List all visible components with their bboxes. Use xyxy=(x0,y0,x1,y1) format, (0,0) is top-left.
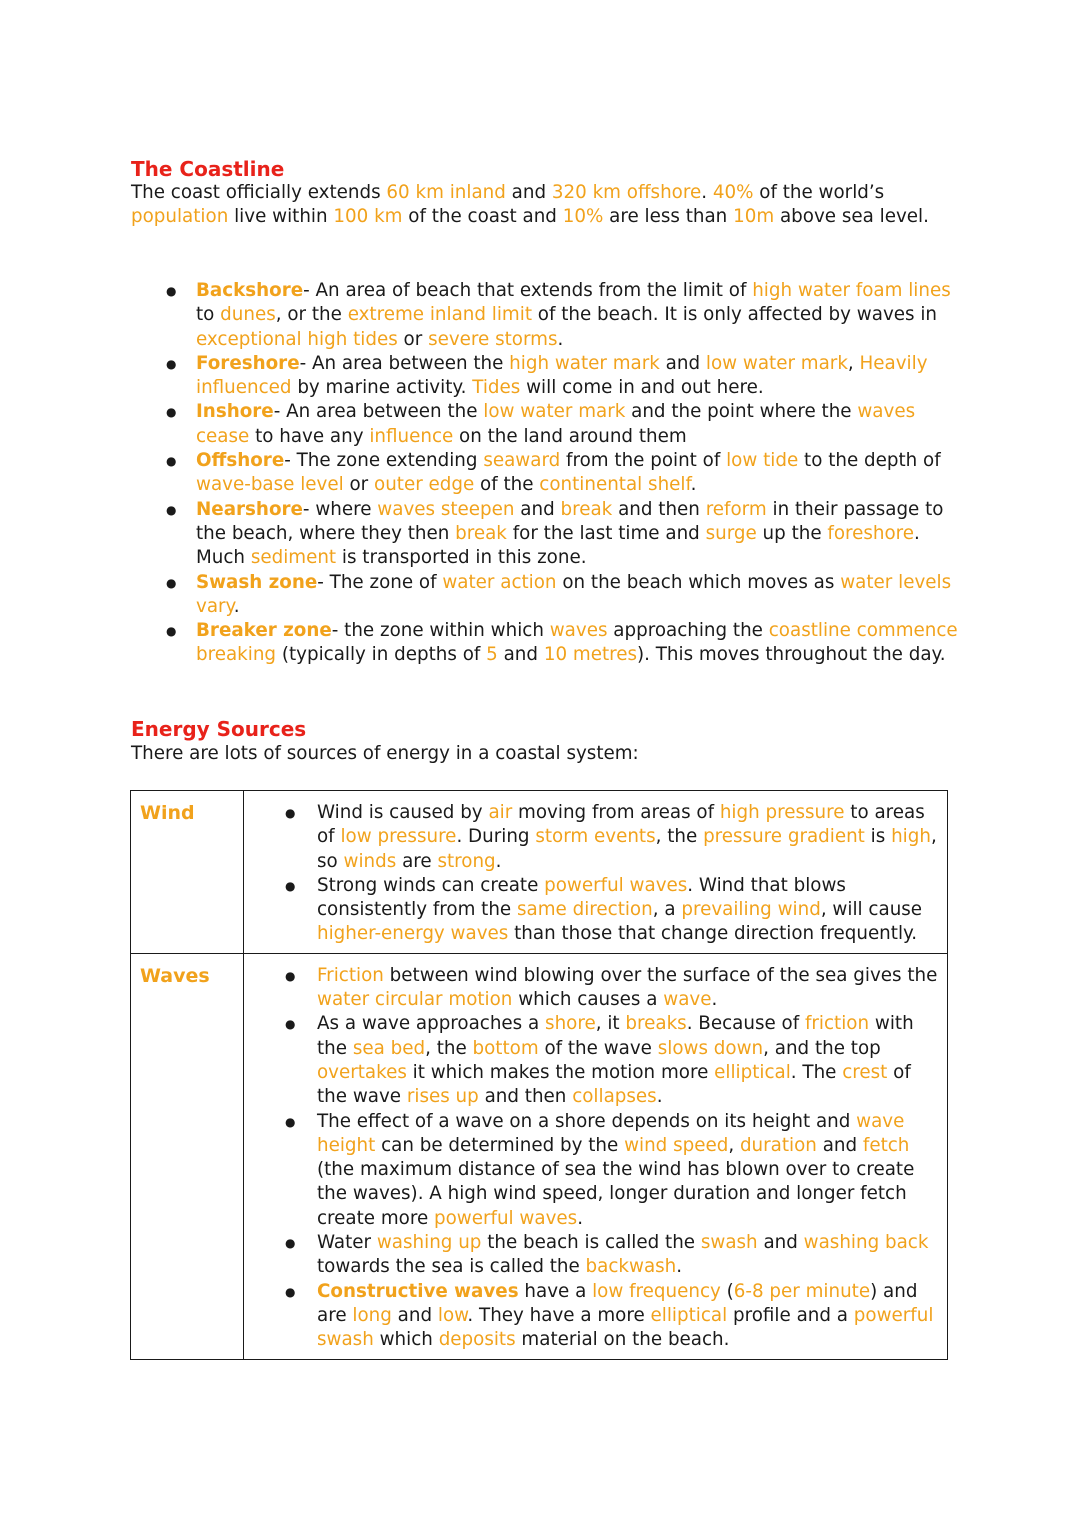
text-run: . xyxy=(711,989,718,1011)
highlighted-term: water circular motion xyxy=(317,989,513,1011)
highlighted-term: wind speed xyxy=(624,1134,729,1156)
row-label-wind: Wind xyxy=(140,802,195,824)
wind-bullet xyxy=(244,801,947,874)
highlighted-term: dunes xyxy=(220,304,276,326)
highlighted-term: low tide xyxy=(726,450,799,472)
text-run: have a xyxy=(518,1280,593,1302)
highlighted-term: extreme inland limit xyxy=(347,304,532,326)
highlighted-term: outer edge xyxy=(374,474,475,496)
text-run: and xyxy=(497,644,544,666)
highlighted-term: water levels vary xyxy=(196,571,952,617)
text-run: and xyxy=(514,498,561,520)
text-run: - where xyxy=(302,498,378,520)
text-run: , or the xyxy=(275,304,348,326)
text-run: - the zone within which xyxy=(331,620,550,642)
highlighted-term: prevailing wind xyxy=(681,899,821,921)
text-run: to the depth of xyxy=(798,450,941,472)
coastline-intro xyxy=(131,181,961,230)
text-run: . xyxy=(577,1207,583,1229)
highlighted-term: overtakes xyxy=(317,1061,407,1083)
text-run: , and the top xyxy=(763,1037,881,1059)
text-run: it which makes the motion more xyxy=(406,1061,715,1083)
text-run: the beach is called the xyxy=(481,1232,701,1254)
text-run: of the xyxy=(474,474,540,496)
text-run: or xyxy=(397,328,429,350)
text-run: and xyxy=(757,1232,804,1254)
text-run: . They have a more xyxy=(467,1304,651,1326)
highlighted-term: collapses xyxy=(572,1086,657,1108)
text-run: to xyxy=(196,304,221,326)
text-run: is transported in this zone. xyxy=(336,547,587,569)
highlighted-term: sea bed xyxy=(352,1037,426,1059)
text-run: on the beach which moves as xyxy=(556,571,841,593)
text-run: of the beach. It is only affected by waves in xyxy=(532,304,938,326)
text-run: by marine activity. xyxy=(291,377,473,399)
highlighted-term: elliptical xyxy=(650,1304,728,1326)
text-run: Wind is caused by xyxy=(317,802,489,823)
highlighted-term: pressure gradient xyxy=(703,826,865,848)
text-run: . xyxy=(690,474,697,496)
text-run: - An area between the xyxy=(299,352,510,374)
highlighted-term: rises up xyxy=(406,1086,479,1108)
highlighted-term: strong xyxy=(437,850,496,872)
highlighted-term: exceptional high tides xyxy=(196,328,398,350)
highlighted-term: influence xyxy=(369,425,454,447)
zone-item-backshore xyxy=(131,279,961,352)
highlighted-term: washing up xyxy=(376,1232,482,1254)
text-run: are xyxy=(396,850,438,872)
text-run: , the xyxy=(655,826,704,848)
text-run: . xyxy=(557,328,564,350)
text-run: to areas of xyxy=(317,802,925,848)
text-run: on the land around them xyxy=(453,425,687,447)
highlighted-term: waves xyxy=(549,620,608,642)
highlighted-term: 5 xyxy=(486,644,498,666)
text-run: , xyxy=(728,1134,740,1156)
highlighted-term: washing back xyxy=(803,1232,929,1254)
highlighted-term: coastline commence breaking xyxy=(196,620,958,666)
zone-item-inshore xyxy=(131,400,961,449)
text-run: . Much xyxy=(196,522,920,569)
highlighted-term: wave height xyxy=(317,1110,905,1156)
text-run: , the xyxy=(425,1037,473,1059)
highlighted-term: storm events xyxy=(535,826,656,848)
highlighted-term: sediment xyxy=(250,547,337,569)
text-run: , xyxy=(847,352,860,374)
text-run: and the point where the xyxy=(625,401,858,423)
highlighted-term: high pressure xyxy=(719,802,845,823)
highlighted-term: deposits xyxy=(438,1329,516,1351)
text-run: . xyxy=(233,595,240,617)
text-run: which causes a xyxy=(512,989,664,1011)
text-run: will come in and out here. xyxy=(520,377,764,399)
text-run: The coast officially extends xyxy=(131,182,387,203)
highlighted-term: breaks xyxy=(625,1013,687,1035)
text-run: (the maximum distance of sea the wind has blown over to create the waves). A high wind speed, longer duration and longer fetch create more xyxy=(317,1159,915,1229)
highlighted-term: 6-8 per minute xyxy=(733,1280,871,1302)
zone-item-offshore xyxy=(131,449,961,498)
highlighted-term: Swash zone xyxy=(196,571,318,593)
highlighted-term: Inshore xyxy=(196,401,274,423)
text-run: As a wave approaches a xyxy=(317,1013,546,1035)
waves-bullet xyxy=(244,1231,947,1280)
text-run: towards the sea is called the xyxy=(317,1256,586,1278)
text-run: up the xyxy=(756,522,828,544)
highlighted-term: 320 km offshore xyxy=(551,182,702,203)
text-run: of the wave xyxy=(317,1061,911,1108)
text-run: of the wave xyxy=(538,1037,658,1059)
text-run: with the xyxy=(317,1013,914,1059)
highlighted-term: wave-base level xyxy=(196,474,344,496)
text-run: , a xyxy=(652,899,682,921)
zone-item-foreshore xyxy=(131,352,961,401)
text-run: . During xyxy=(456,826,536,848)
text-run: - An area of beach that extends from the limit of xyxy=(303,280,753,301)
energy-sources-table xyxy=(130,790,948,1360)
text-run: and xyxy=(816,1134,863,1156)
waves-bullet xyxy=(244,1110,947,1231)
highlighted-term: Nearshore xyxy=(196,498,303,520)
highlighted-term: reform xyxy=(705,498,767,520)
text-run: of the coast and xyxy=(402,206,563,228)
highlighted-term: 40% xyxy=(712,182,754,203)
zone-item-swash-zone xyxy=(131,571,961,620)
text-run: or xyxy=(343,474,375,496)
text-run: , it xyxy=(595,1013,626,1035)
text-run: than those that change direction frequently. xyxy=(508,923,918,945)
text-run: (typically in depths of xyxy=(276,644,487,666)
highlighted-term: severe storms xyxy=(428,328,558,350)
text-run: and xyxy=(391,1304,438,1326)
highlighted-term: slows down xyxy=(657,1037,764,1059)
text-run: ). This moves throughout the day. xyxy=(637,644,946,666)
highlighted-term: Foreshore xyxy=(196,352,300,374)
text-run: of the world’s xyxy=(753,182,885,203)
highlighted-term: wave xyxy=(663,989,712,1011)
highlighted-term: 10m xyxy=(733,206,775,228)
highlighted-term: 100 km xyxy=(333,206,403,228)
highlighted-term: same direction xyxy=(517,899,653,921)
energy-heading: Energy Sources xyxy=(131,717,307,741)
text-run: Water xyxy=(317,1232,377,1254)
highlighted-term: Constructive waves xyxy=(317,1280,519,1302)
highlighted-term: break xyxy=(455,522,507,544)
highlighted-term: low water mark xyxy=(483,401,626,423)
highlighted-term: friction xyxy=(804,1013,870,1035)
text-run: , will cause xyxy=(820,899,923,921)
highlighted-term: Offshore xyxy=(196,450,285,472)
coastal-zones-list xyxy=(131,279,961,668)
text-run: ( xyxy=(720,1280,734,1302)
text-run: and xyxy=(659,352,706,374)
text-run: . xyxy=(701,182,713,203)
highlighted-term: Backshore xyxy=(196,280,304,301)
waves-bullet xyxy=(244,1012,947,1109)
highlighted-term: long xyxy=(352,1304,392,1326)
wind-bullet xyxy=(244,874,947,947)
highlighted-term: low xyxy=(437,1304,468,1326)
highlighted-term: 60 km inland xyxy=(386,182,506,203)
text-run: . Wind that blows consistently from the xyxy=(317,874,846,921)
highlighted-term: Friction xyxy=(317,964,384,986)
text-run: from the point of xyxy=(560,450,727,472)
table-row-wind xyxy=(131,791,948,954)
highlighted-term: Tides xyxy=(472,377,521,399)
highlighted-term: foreshore xyxy=(827,522,915,544)
text-run: . The xyxy=(790,1061,843,1083)
text-run: between wind blowing over the surface of the sea gives the xyxy=(383,964,938,986)
text-run: profile and a xyxy=(727,1304,854,1326)
highlighted-term: duration xyxy=(739,1134,817,1156)
text-run: . xyxy=(495,850,502,872)
text-run: above sea level. xyxy=(774,206,929,228)
highlighted-term: waves steepen xyxy=(377,498,515,520)
text-run: - The zone extending xyxy=(284,450,484,472)
highlighted-term: powerful swash xyxy=(317,1304,934,1351)
highlighted-term: surge xyxy=(705,522,757,544)
text-run: The effect of a wave on a shore depends on its height and xyxy=(317,1110,857,1132)
highlighted-term: powerful waves xyxy=(434,1207,578,1229)
text-run: to have any xyxy=(249,425,370,447)
highlighted-term: shore xyxy=(545,1013,596,1035)
highlighted-term: low water mark xyxy=(705,352,848,374)
highlighted-term: water action xyxy=(442,571,557,593)
waves-bullets xyxy=(244,954,947,1359)
highlighted-term: high water foam lines xyxy=(752,280,951,301)
text-run: - An area between the xyxy=(273,401,484,423)
text-run: material on the beach. xyxy=(515,1329,730,1351)
energy-intro: There are lots of sources of energy in a coastal system: xyxy=(131,743,639,764)
highlighted-term: waves cease xyxy=(196,401,916,447)
text-run: . Because of xyxy=(686,1013,805,1035)
zone-item-breaker-zone xyxy=(131,619,961,668)
text-run: , so xyxy=(317,826,937,872)
highlighted-term: bottom xyxy=(472,1037,539,1059)
highlighted-term: elliptical xyxy=(714,1061,791,1083)
waves-bullet xyxy=(244,1280,947,1353)
highlighted-term: winds xyxy=(343,850,397,872)
highlighted-term: 10 metres xyxy=(543,644,637,666)
highlighted-term: population xyxy=(131,206,229,228)
text-run: ) and are xyxy=(317,1280,918,1326)
text-run: which xyxy=(373,1329,439,1351)
highlighted-term: seaward xyxy=(483,450,561,472)
zone-item-nearshore xyxy=(131,498,961,571)
text-run: and then xyxy=(478,1086,573,1108)
highlighted-term: crest xyxy=(842,1061,888,1083)
text-run: and then xyxy=(612,498,706,520)
text-run: for the last time and xyxy=(506,522,706,544)
highlighted-term: low pressure xyxy=(340,826,457,848)
highlighted-term: high water mark xyxy=(509,352,660,374)
text-run: - The zone of xyxy=(317,571,443,593)
text-run: . xyxy=(676,1256,683,1278)
text-run: in their passage to the beach, where they then xyxy=(196,498,944,544)
highlighted-term: backwash xyxy=(585,1256,677,1278)
highlighted-term: continental shelf xyxy=(539,474,691,496)
text-run: approaching the xyxy=(607,620,769,642)
highlighted-term: high xyxy=(891,826,931,848)
highlighted-term: air xyxy=(488,802,513,823)
highlighted-term: Breaker zone xyxy=(196,620,332,642)
highlighted-term: higher-energy waves xyxy=(317,923,509,945)
table-row-waves xyxy=(131,953,948,1359)
coastline-heading: The Coastline xyxy=(131,157,285,181)
highlighted-term: Heavily influenced xyxy=(196,352,928,399)
highlighted-term: swash xyxy=(700,1232,758,1254)
highlighted-term: break xyxy=(560,498,613,520)
highlighted-term: fetch xyxy=(862,1134,910,1156)
text-run: can be determined by the xyxy=(375,1134,625,1156)
text-run: is xyxy=(864,826,892,848)
highlighted-term: powerful waves xyxy=(544,874,688,896)
text-run: live within xyxy=(228,206,334,228)
highlighted-term: 10% xyxy=(562,206,604,228)
text-run: . xyxy=(656,1086,663,1108)
waves-bullet xyxy=(244,964,947,1013)
highlighted-term: low frequency xyxy=(592,1280,721,1302)
text-run: are less than xyxy=(603,206,734,228)
text-run: moving from areas of xyxy=(512,802,720,823)
wind-bullets xyxy=(244,791,947,953)
text-run: Strong winds can create xyxy=(317,874,545,896)
text-run: and xyxy=(505,182,552,203)
row-label-waves: Waves xyxy=(140,964,210,987)
